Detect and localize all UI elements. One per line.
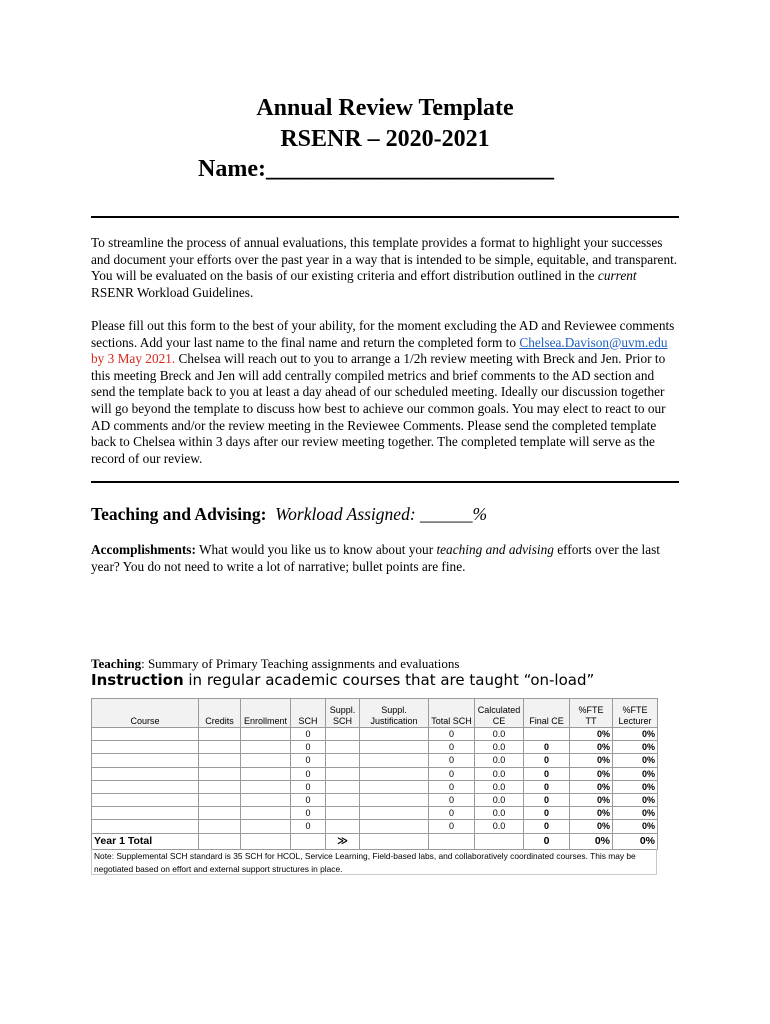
instruction-table: [91, 698, 658, 850]
suppl-sch-input[interactable]: [326, 820, 360, 833]
final-ce-input[interactable]: 0: [524, 767, 570, 780]
course-input[interactable]: [92, 767, 199, 780]
enrollment-input[interactable]: [241, 728, 291, 741]
table-row: 0 0 0.0 0 0% 0%: [92, 767, 658, 780]
justification-input[interactable]: [360, 780, 429, 793]
table-row: 0 0 0.0 0 0% 0%: [92, 754, 658, 767]
credits-input[interactable]: [199, 780, 241, 793]
justification-input[interactable]: [360, 754, 429, 767]
table-row: 0 0 0.0 0% 0%: [92, 728, 658, 741]
justification-input[interactable]: [360, 741, 429, 754]
header-final-ce: Final CE: [524, 699, 570, 728]
header-sch: SCH: [291, 699, 326, 728]
credits-input[interactable]: [199, 754, 241, 767]
final-ce-input[interactable]: 0: [524, 820, 570, 833]
divider-top: [91, 216, 679, 218]
enrollment-input[interactable]: [241, 807, 291, 820]
justification-input[interactable]: [360, 728, 429, 741]
section-heading-teaching: Teaching and Advising: Workload Assigned: ______%: [91, 504, 488, 524]
table-row: 0 0 0.0 0 0% 0%: [92, 741, 658, 754]
credits-input[interactable]: [199, 728, 241, 741]
credits-input[interactable]: [199, 793, 241, 806]
final-ce-input[interactable]: 0: [524, 741, 570, 754]
table-row: 0 0 0.0 0 0% 0%: [92, 780, 658, 793]
table-row: 0 0 0.0 0 0% 0%: [92, 793, 658, 806]
header-total-sch: Total SCH: [429, 699, 475, 728]
credits-input[interactable]: [199, 767, 241, 780]
document-title: Annual Review Template: [256, 95, 514, 121]
suppl-sch-input[interactable]: [326, 780, 360, 793]
course-input[interactable]: [92, 754, 199, 767]
email-link[interactable]: Chelsea.Davison@uvm.edu: [519, 334, 668, 350]
enrollment-input[interactable]: [241, 780, 291, 793]
total-fte-lecturer: 0%: [613, 833, 658, 849]
table-note: Note: Supplemental SCH standard is 35 SCH for HCOL, Service Learning, Field-based labs, and collaboratively coordinated courses. This may be negotiated based on effort and external support structures in place.: [91, 849, 657, 875]
total-suppl-sch: ≫: [326, 833, 360, 849]
teaching-summary-label: Teaching: Summary of Primary Teaching assignments and evaluations: [91, 656, 460, 671]
table-total-row: [92, 833, 658, 849]
final-ce-input[interactable]: 0: [524, 754, 570, 767]
course-input[interactable]: [92, 807, 199, 820]
enrollment-input[interactable]: [241, 754, 291, 767]
enrollment-input[interactable]: [241, 767, 291, 780]
header-fte-lecturer: %FTE Lecturer: [613, 699, 658, 728]
credits-input[interactable]: [199, 820, 241, 833]
table-row: 0 0 0.0 0 0% 0%: [92, 820, 658, 833]
document-subtitle: RSENR – 2020-2021: [280, 126, 490, 152]
header-suppl-justification: Suppl. Justification: [360, 699, 429, 728]
final-ce-input[interactable]: [524, 728, 570, 741]
suppl-sch-input[interactable]: [326, 754, 360, 767]
credits-input[interactable]: [199, 741, 241, 754]
justification-input[interactable]: [360, 807, 429, 820]
header-enrollment: Enrollment: [241, 699, 291, 728]
total-label: Year 1 Total: [92, 833, 199, 849]
name-field[interactable]: Name:________________________: [198, 156, 554, 182]
final-ce-input[interactable]: 0: [524, 793, 570, 806]
final-ce-input[interactable]: 0: [524, 807, 570, 820]
header-calculated-ce: Calculated CE: [475, 699, 524, 728]
justification-input[interactable]: [360, 793, 429, 806]
header-fte-tt: %FTE TT: [570, 699, 613, 728]
justification-input[interactable]: [360, 820, 429, 833]
enrollment-input[interactable]: [241, 820, 291, 833]
suppl-sch-input[interactable]: [326, 807, 360, 820]
suppl-sch-input[interactable]: [326, 728, 360, 741]
course-input[interactable]: [92, 780, 199, 793]
suppl-sch-input[interactable]: [326, 741, 360, 754]
course-input[interactable]: [92, 820, 199, 833]
header-suppl-sch: Suppl. SCH: [326, 699, 360, 728]
suppl-sch-input[interactable]: [326, 767, 360, 780]
course-input[interactable]: [92, 728, 199, 741]
deadline-text: by 3 May 2021.: [91, 351, 176, 367]
credits-input[interactable]: [199, 807, 241, 820]
enrollment-input[interactable]: [241, 793, 291, 806]
course-input[interactable]: [92, 741, 199, 754]
suppl-sch-input[interactable]: [326, 793, 360, 806]
table-row: 0 0 0.0 0 0% 0%: [92, 807, 658, 820]
intro-paragraph-1: To streamline the process of annual evaluations, this template provides a format to highlight your successes and document your efforts over the past year in a way that is intended to be simple, equitable, and transparent. You will be evaluated on the basis of our existing criteria and effort distribution outlined in the current RSENR Workload Guidelines.: [91, 235, 678, 300]
accomplishments-prompt: Accomplishments: What would you like us to know about your teaching and advising efforts over the last year? You do not need to write a lot of narrative; bullet points are fine.: [91, 542, 661, 574]
divider-middle: [91, 481, 679, 483]
total-final-ce: 0: [524, 833, 570, 849]
final-ce-input[interactable]: 0: [524, 780, 570, 793]
header-course: Course: [92, 699, 199, 728]
justification-input[interactable]: [360, 767, 429, 780]
instruction-heading: Instruction in regular academic courses that are taught “on-load”: [91, 671, 595, 689]
table-header-row: [92, 699, 658, 728]
total-fte-tt: 0%: [570, 833, 613, 849]
course-input[interactable]: [92, 793, 199, 806]
header-credits: Credits: [199, 699, 241, 728]
enrollment-input[interactable]: [241, 741, 291, 754]
intro-paragraph-2: Please fill out this form to the best of your ability, for the moment excluding the AD and Reviewee comments sections. Add your last name to the final name and return the completed form to Chelsea.Davison@uvm.edu by 3 May 2021. Chelsea will reach out to you to arrange a 1/2h review meeting with Breck and Jen. Prior to this meeting Breck and Jen will add centrally compiled metrics and brief comments to the AD section and send the template back to you at least a day ahead of our scheduled meeting. Ideally our discussion together will go beyond the template to discuss how best to achieve our common goals. You may elect to react to our AD comments and/or the review meeting in the Reviewee Comments. Please send the completed template back to Chelsea within 3 days after our review meeting together. The completed template will serve as the record of our review.: [91, 318, 675, 466]
